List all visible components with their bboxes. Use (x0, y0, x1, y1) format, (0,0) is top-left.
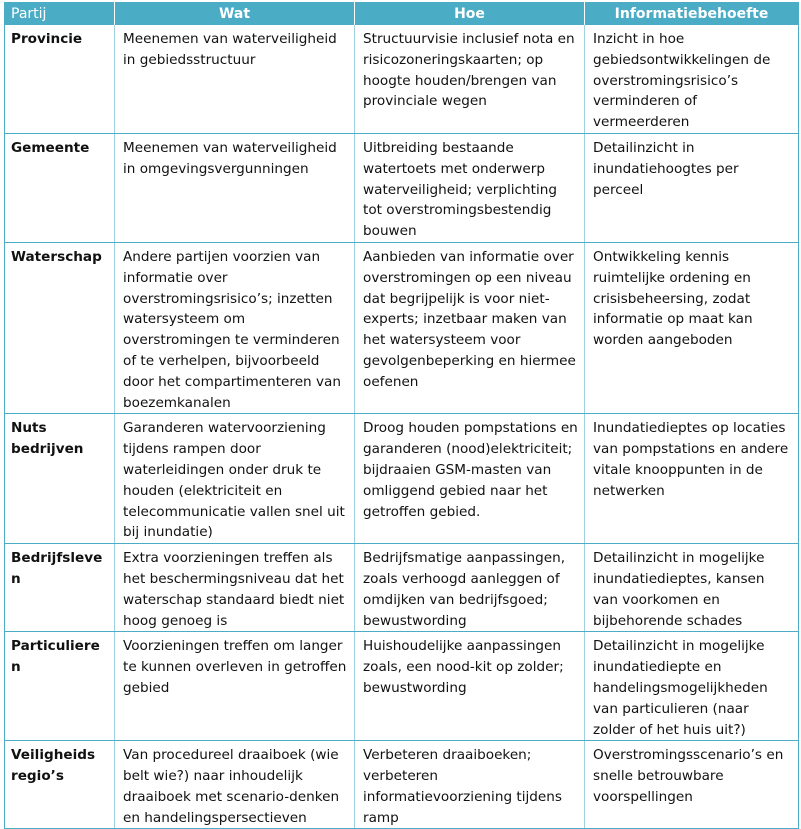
header-informatiebehoefte: Informatiebehoefte (585, 3, 799, 26)
cell-informatiebehoefte: Detailinzicht in mogelijke inundatiedieptes, kansen van voorkomen en bijbehorende schades (585, 544, 799, 632)
cell-partij: Waterschap (5, 242, 115, 413)
cell-partij: Bedrijfsleven (5, 544, 115, 632)
cell-hoe: Structuurvisie inclusief nota en risicozoneringskaarten; op hoogte houden/brengen van provinciale wegen (355, 25, 585, 133)
cell-partij: Gemeente (5, 133, 115, 242)
cell-hoe: Aanbieden van informatie over overstromingen op een niveau dat begrijpelijk is voor niet-experts; inzetbaar maken van het watersysteem voor gevolgenbeperking en hiermee oefenen (355, 242, 585, 413)
table-row (5, 133, 799, 242)
cell-partij: Provincie (5, 25, 115, 133)
cell-wat: Meenemen van waterveiligheid in omgevingsvergunningen (115, 133, 355, 242)
cell-wat: Garanderen watervoorziening tijdens rampen door waterleidingen onder druk te houden (elektriciteit en telecommunicatie vallen snel uit bij inundatie) (115, 414, 355, 544)
cell-wat: Meenemen van waterveiligheid in gebiedsstructuur (115, 25, 355, 133)
cell-informatiebehoefte: Detailinzicht in inundatiehoogtes per perceel (585, 133, 799, 242)
cell-hoe: Uitbreiding bestaande watertoets met onderwerp waterveiligheid; verplichting tot overstromingsbestendig bouwen (355, 133, 585, 242)
header-partij: Partij (5, 3, 115, 26)
table-body (5, 25, 799, 829)
cell-hoe: Bedrijfsmatige aanpassingen, zoals verhoogd aanleggen of omdijken van bedrijfsgoed; bewustwording (355, 544, 585, 632)
table-row (5, 632, 799, 741)
table-row (5, 414, 799, 544)
cell-hoe: Verbeteren draaiboeken; verbeteren informatievoorziening tijdens ramp (355, 741, 585, 829)
cell-informatiebehoefte: Detailinzicht in mogelijke inundatiediepte en handelingsmogelijkheden van particulieren (naar zolder of het huis uit?) (585, 632, 799, 741)
header-row (5, 3, 799, 26)
cell-partij: Veiligheids regio’s (5, 741, 115, 829)
cell-partij: Particulieren (5, 632, 115, 741)
responsibility-table (4, 2, 799, 829)
cell-informatiebehoefte: Overstromingsscenario’s en snelle betrouwbare voorspellingen (585, 741, 799, 829)
cell-partij: Nuts bedrijven (5, 414, 115, 544)
cell-hoe: Huishoudelijke aanpassingen zoals, een nood-kit op zolder; bewustwording (355, 632, 585, 741)
table-header (5, 3, 799, 26)
table-row (5, 25, 799, 133)
table-row (5, 544, 799, 632)
cell-informatiebehoefte: Ontwikkeling kennis ruimtelijke ordening en crisisbeheersing, zodat informatie op maat kan worden aangeboden (585, 242, 799, 413)
table-row (5, 242, 799, 413)
cell-informatiebehoefte: Inundatiedieptes op locaties van pompstations en andere vitale knooppunten in de netwerken (585, 414, 799, 544)
cell-wat: Voorzieningen treffen om langer te kunnen overleven in getroffen gebied (115, 632, 355, 741)
cell-wat: Extra voorzieningen treffen als het beschermingsniveau dat het waterschap standaard biedt niet hoog genoeg is (115, 544, 355, 632)
cell-wat: Andere partijen voorzien van informatie over overstromingsrisico’s; inzetten watersysteem om overstromingen te verminderen of te verhelpen, bijvoorbeeld door het compartimenteren van boezemkanalen (115, 242, 355, 413)
table-row (5, 741, 799, 829)
header-hoe: Hoe (355, 3, 585, 26)
cell-informatiebehoefte: Inzicht in hoe gebiedsontwikkelingen de overstromingsrisico’s verminderen of vermeerderen (585, 25, 799, 133)
cell-wat: Van procedureel draaiboek (wie belt wie?) naar inhoudelijk draaiboek met scenario-denken en handelingspersectieven (115, 741, 355, 829)
cell-hoe: Droog houden pompstations en garanderen (nood)elektriciteit; bijdraaien GSM-masten van omliggend gebied naar het getroffen gebied. (355, 414, 585, 544)
header-wat: Wat (115, 3, 355, 26)
